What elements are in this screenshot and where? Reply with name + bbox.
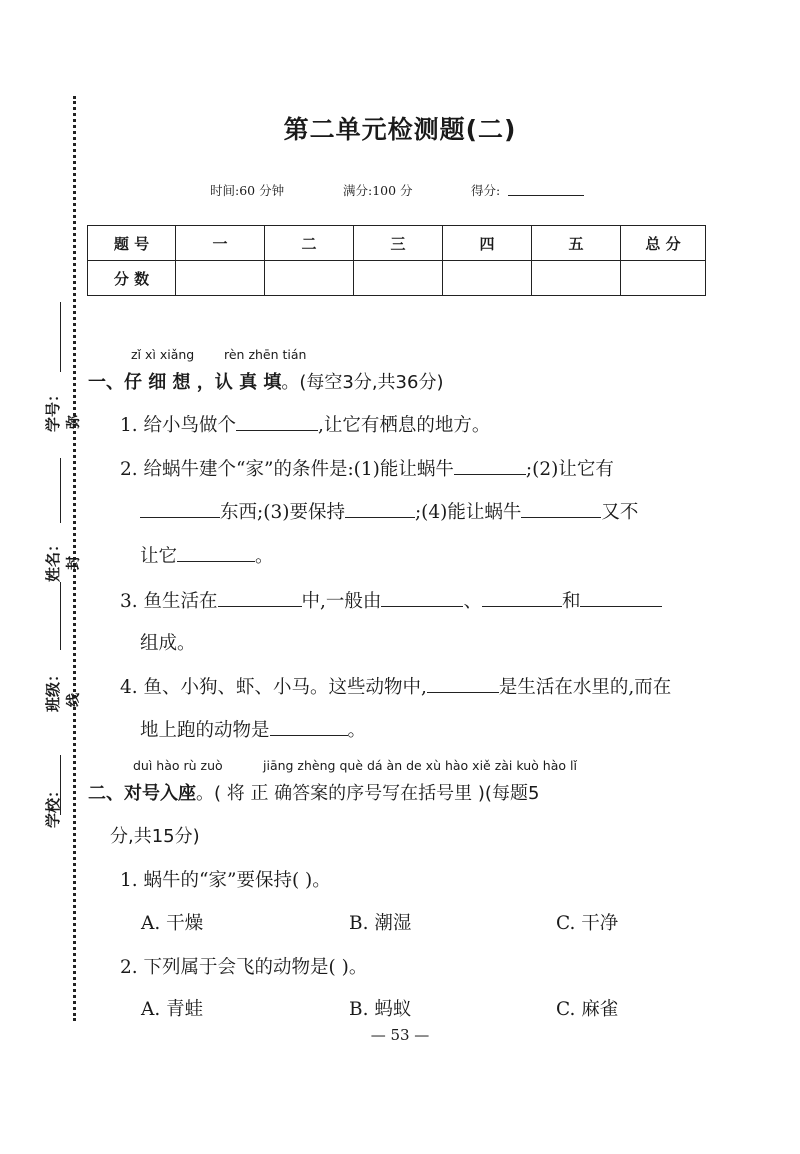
answer-blank[interactable] bbox=[345, 499, 415, 519]
score-input-cell[interactable] bbox=[621, 261, 706, 296]
answer-blank[interactable] bbox=[454, 456, 526, 476]
s1-q2-text: ;(2)让它有 bbox=[525, 459, 614, 480]
s1-q3-line1 bbox=[120, 587, 662, 613]
s1-q2-text: ;(4)能让蜗牛 bbox=[414, 502, 522, 523]
s1-q2-line3 bbox=[140, 542, 274, 568]
s2-q1-option-b[interactable]: B. 潮湿 bbox=[349, 913, 412, 934]
answer-blank[interactable] bbox=[482, 588, 562, 608]
score-input-cell[interactable] bbox=[265, 261, 354, 296]
table-cell: 分 数 bbox=[88, 261, 176, 296]
s1-q4-text: 是生活在水里的,而在 bbox=[498, 677, 672, 698]
score-input-cell[interactable] bbox=[176, 261, 265, 296]
section1-title: 一、仔 细 想 ，认 真 填 bbox=[88, 372, 282, 393]
table-cell: 三 bbox=[354, 226, 443, 261]
table-cell: 四 bbox=[443, 226, 532, 261]
table-cell: 二 bbox=[265, 226, 354, 261]
answer-blank[interactable] bbox=[140, 499, 220, 519]
answer-blank[interactable] bbox=[521, 499, 601, 519]
s1-q4-text: 4. 鱼、小狗、虾、小马。这些动物中, bbox=[120, 677, 427, 698]
s1-q2-text: 东西;(3)要保持 bbox=[220, 502, 345, 523]
s2-q2-option-b[interactable]: B. 蚂蚁 bbox=[349, 999, 412, 1020]
section1-note: 。(每空3分,共36分) bbox=[281, 372, 444, 393]
table-header-row bbox=[88, 226, 706, 261]
cut-mark-xian: 线 bbox=[66, 693, 82, 707]
s1-q3-line2: 组成。 bbox=[140, 633, 196, 654]
answer-blank[interactable] bbox=[580, 588, 662, 608]
table-cell: 五 bbox=[532, 226, 621, 261]
section1-pinyin-a: zǐ xì xiǎng bbox=[131, 347, 195, 362]
id-line bbox=[60, 302, 61, 372]
score-blank[interactable] bbox=[508, 195, 584, 196]
cut-mark-mi: 弥 bbox=[66, 415, 82, 429]
class-line bbox=[60, 582, 61, 650]
s1-q2-text: 又不 bbox=[601, 502, 639, 523]
table-score-row bbox=[88, 261, 706, 296]
s1-q4-text: 地上跑的动物是 bbox=[140, 720, 270, 741]
school-label: 学校： bbox=[44, 782, 62, 828]
s1-q2-line2 bbox=[140, 498, 638, 524]
s1-q1-text-b: ,让它有栖息的地方。 bbox=[318, 415, 491, 436]
table-cell: 一 bbox=[176, 226, 265, 261]
score-label: 得分: bbox=[471, 183, 501, 198]
s2-q2-option-c[interactable]: C. 麻雀 bbox=[556, 999, 619, 1020]
name-label: 姓名： bbox=[44, 536, 62, 582]
page-title: 第二单元检测题(二) bbox=[283, 115, 517, 144]
s1-q3-text: 3. 鱼生活在 bbox=[120, 591, 218, 612]
section2-heading bbox=[88, 779, 539, 805]
s2-q2-option-a[interactable]: A. 青蛙 bbox=[141, 999, 204, 1020]
s1-q2-text: 。 bbox=[255, 546, 274, 567]
section2-note-cont: 分,共15分) bbox=[110, 826, 200, 847]
s1-q3-text: 和 bbox=[561, 591, 581, 612]
s1-q1-text-a: 1. 给小鸟做个 bbox=[120, 415, 237, 436]
s2-q1-stem: 1. 蜗牛的“家”要保持( )。 bbox=[120, 870, 331, 891]
answer-blank[interactable] bbox=[236, 412, 318, 432]
s1-q1 bbox=[120, 411, 490, 437]
s1-q2-text: 让它 bbox=[140, 546, 178, 567]
section1-heading bbox=[88, 368, 443, 394]
cut-mark-feng: 封 bbox=[66, 556, 82, 570]
answer-blank[interactable] bbox=[270, 717, 348, 737]
time-info: 时间:60 分钟 bbox=[210, 183, 285, 198]
id-label: 学号： bbox=[44, 386, 62, 432]
score-table bbox=[87, 225, 706, 296]
s1-q2-text: 2. 给蜗牛建个“家”的条件是:(1)能让蜗牛 bbox=[120, 459, 454, 480]
section1-pinyin-b: rèn zhēn tián bbox=[224, 347, 307, 362]
page-number: — 53 — bbox=[370, 1026, 430, 1044]
section2-note: 。( 将 正 确答案的序号写在括号里 )(每题5 bbox=[196, 783, 540, 804]
s2-q1-option-a[interactable]: A. 干燥 bbox=[141, 913, 204, 934]
class-label: 班级： bbox=[44, 666, 62, 712]
score-input-cell[interactable] bbox=[354, 261, 443, 296]
score-input-cell[interactable] bbox=[443, 261, 532, 296]
answer-blank[interactable] bbox=[177, 543, 255, 563]
section2-pinyin-a: duì hào rù zuò bbox=[133, 758, 223, 773]
s1-q4-text: 。 bbox=[347, 720, 367, 741]
score-input-cell[interactable] bbox=[532, 261, 621, 296]
s1-q3-text: 中,一般由 bbox=[301, 591, 382, 612]
full-score-info: 满分:100 分 bbox=[343, 183, 413, 198]
s2-q1-option-c[interactable]: C. 干净 bbox=[556, 913, 619, 934]
section2-title: 二、对号入座 bbox=[88, 783, 196, 804]
answer-blank[interactable] bbox=[381, 588, 463, 608]
s1-q4-line1 bbox=[120, 673, 671, 699]
name-line bbox=[60, 458, 61, 523]
s1-q4-line2 bbox=[140, 716, 366, 742]
s1-q2-line1 bbox=[120, 455, 614, 481]
s1-q3-text: 、 bbox=[463, 591, 482, 612]
section2-pinyin-b: jiāng zhèng què dá àn de xù hào xiě zài kuò hào lǐ bbox=[263, 758, 577, 773]
s2-q2-stem: 2. 下列属于会飞的动物是( )。 bbox=[120, 957, 368, 978]
table-cell: 总 分 bbox=[621, 226, 706, 261]
answer-blank[interactable] bbox=[218, 588, 302, 608]
table-cell: 题 号 bbox=[88, 226, 176, 261]
answer-blank[interactable] bbox=[427, 674, 499, 694]
